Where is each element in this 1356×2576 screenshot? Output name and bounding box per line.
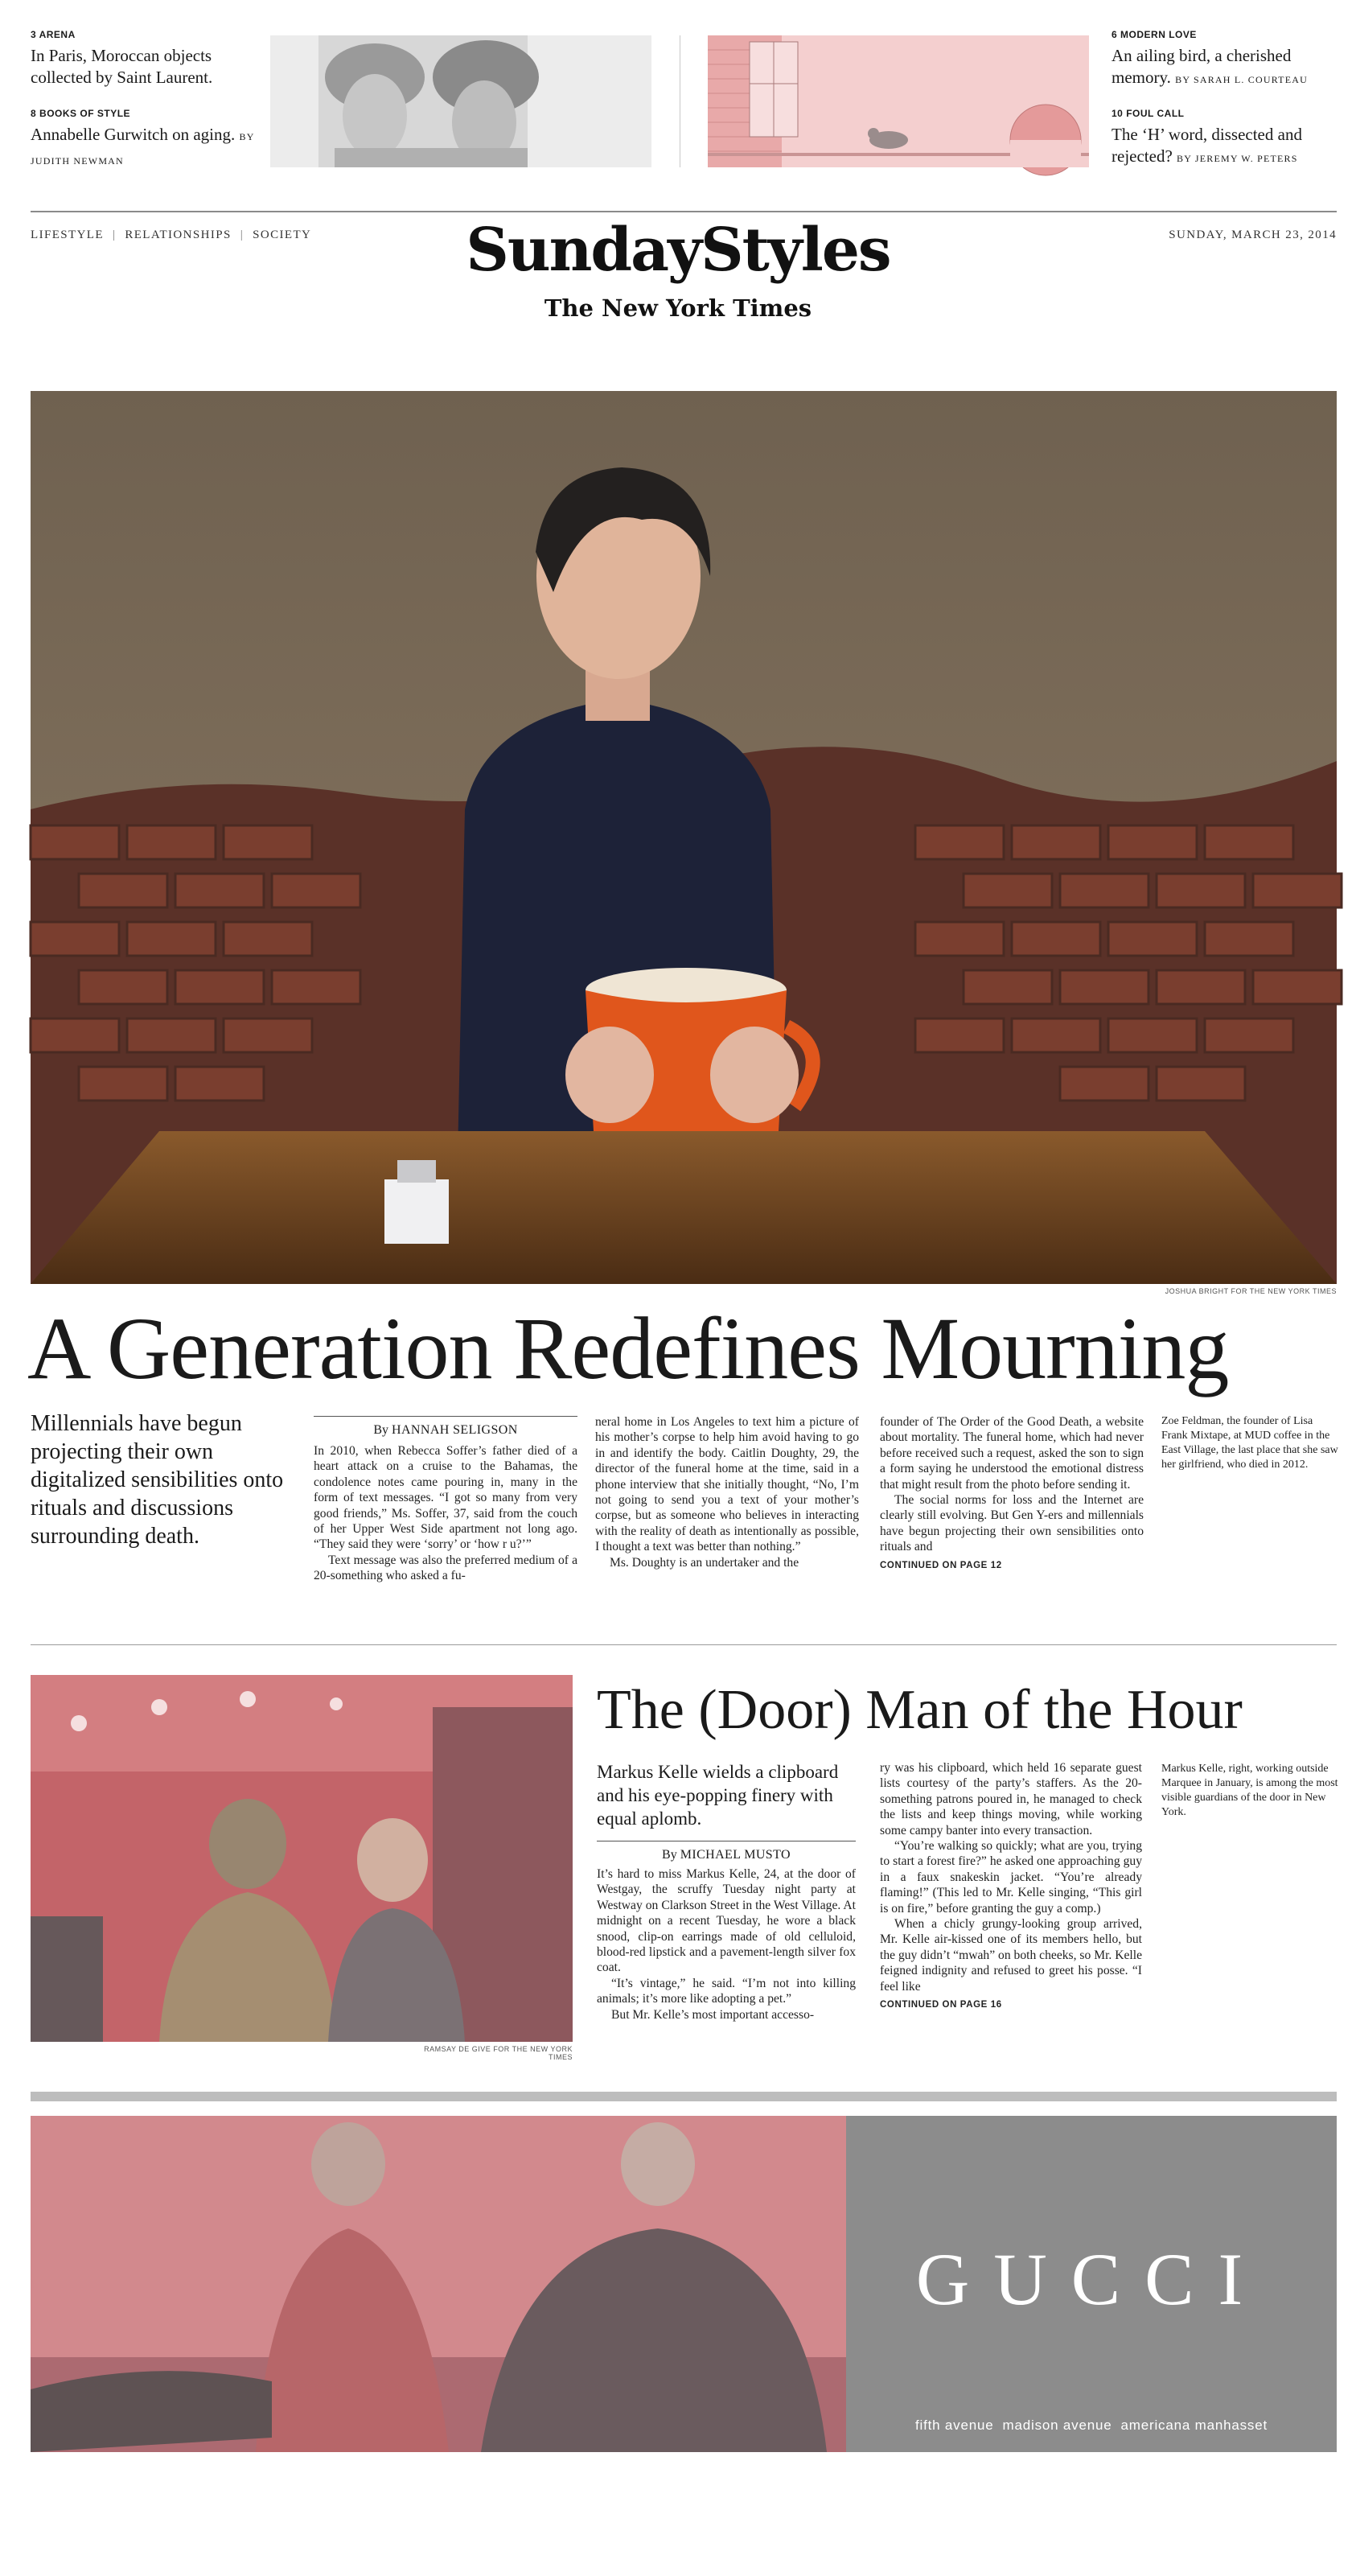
issue-date: SUNDAY, MARCH 23, 2014	[1169, 228, 1337, 241]
byline-name: HANNAH SELIGSON	[392, 1423, 518, 1437]
lead-column-1	[314, 1443, 577, 1584]
second-paragraph: “It’s vintage,” he said. “I’m not into killing animals; it’s more like adopting a pet.”	[597, 1976, 856, 2006]
lead-headline[interactable]: A Generation Redefines Mourning	[27, 1299, 1229, 1397]
ad-brand-logo: GUCCI	[915, 2238, 1268, 2320]
continued-on-link[interactable]: CONTINUED ON PAGE 16	[880, 2000, 1002, 2010]
lead-deck: Millennials have begun projecting their own digitalized sensibilities onto rituals and discussions surrounding death.	[31, 1411, 284, 1549]
second-paragraph: When a chicly grungy-looking group arrived, Mr. Kelle air-kissed one of its members hello, but the guy didn’t “mwah” on both cheeks, so Mr. Kelle feigned indignity and refused to greet his posse. “I feel like	[880, 1917, 1142, 1994]
lead-paragraph: founder of The Order of the Good Death, a website about mortality. The funeral home, which had never before received such a request, asked the son to sign a form saying he understood the emotional distress that might result from the photo before sending it.	[880, 1415, 1144, 1492]
teaser-number: 3	[31, 29, 37, 40]
continued-on-link[interactable]: CONTINUED ON PAGE 12	[880, 1560, 1002, 1570]
teaser-number: 10	[1112, 108, 1124, 119]
teaser-arena[interactable]	[31, 29, 272, 88]
teaser-byline-name: JEREMY W. PETERS	[1194, 153, 1298, 164]
teaser-books-of-style[interactable]	[31, 108, 272, 172]
teaser-byline-name: SARAH L. COURTEAU	[1193, 74, 1308, 85]
lead-paragraph: neral home in Los Angeles to text him a picture of his mother’s corpse to help him avoid having to go in and identify the body. Caitlin Doughty, 29, the director of the funeral home at the time, said in a phone interview that she initially thought, “No, I’m not going to send you a text of your mother’s corpse, but as someone who believes in interacting with the reality of death as intentionally as possible, I thought a text was better than nothing.”	[595, 1415, 859, 1554]
teaser-number: 6	[1112, 29, 1118, 40]
byline-name: MICHAEL MUSTO	[680, 1848, 791, 1862]
byline-prefix: By	[662, 1848, 677, 1862]
lead-paragraph: Ms. Doughty is an undertaker and the	[610, 1555, 799, 1570]
teaser-byline-prefix: BY	[1175, 74, 1190, 85]
second-byline	[597, 1841, 856, 1862]
second-column-2	[880, 1760, 1142, 2014]
ad-top-rule	[31, 2092, 1337, 2101]
bird-illustration	[708, 35, 1089, 167]
lead-paragraph: The social norms for loss and the Internet are clearly still evolving. But Gen Y-ers and millennials have begun projecting their own sensibilities onto rituals and	[880, 1493, 1144, 1554]
teaser-headline: An ailing bird, a cherished memory.	[1112, 46, 1292, 87]
teaser-photo-arena[interactable]	[270, 35, 651, 167]
section-nav: LIFESTYLE | RELATIONSHIPS | SOCIETY	[31, 228, 312, 241]
ad-store-locations	[846, 2381, 1337, 2576]
lead-byline	[314, 1416, 577, 1438]
lead-photo[interactable]	[31, 391, 1337, 1284]
second-deck: Markus Kelle wields a clipboard and his eye-popping finery with equal aplomb.	[597, 1762, 839, 1829]
nav-link-relationships[interactable]: RELATIONSHIPS	[125, 228, 232, 241]
teaser-byline-prefix: BY	[1177, 153, 1192, 164]
second-headline[interactable]: The (Door) Man of the Hour	[597, 1679, 1243, 1741]
woman-with-mug-photo	[31, 391, 1337, 1284]
second-paragraph: “You’re walking so quickly; what are you, trying to start a forest fire?” he asked one approaching guy in a faux snakeskin jacket. “You’re already flaming!” (This led to Mr. Kelle singing, “This girl is on fire,” before granting the guy a comp.)	[880, 1839, 1142, 1916]
nav-link-lifestyle[interactable]: LIFESTYLE	[31, 228, 104, 241]
ad-locations-line-1: fifth avenue madison avenue americana manhasset	[915, 2418, 1268, 2433]
teaser-section: ARENA	[39, 29, 76, 40]
lead-column-2	[595, 1414, 859, 1570]
teaser-foul-call[interactable]	[1112, 108, 1345, 170]
teaser-byline-name: JUDITH NEWMAN	[31, 155, 124, 167]
gucci-ad[interactable]	[31, 2116, 1337, 2539]
second-photo-credit: RAMSAY DE GIVE FOR THE NEW YORK TIMES	[424, 2045, 573, 2061]
teaser-modern-love[interactable]	[1112, 29, 1345, 91]
second-paragraph: ry was his clipboard, which held 16 separate guest lists courtesy of the party’s staffers. As the 20-something patrons poured in, he managed to check the lists and keep things moving, while working some campy banter into every transaction.	[880, 1761, 1142, 1837]
teaser-headline: The ‘H’ word, dissected and rejected?	[1112, 125, 1302, 166]
byline-prefix: By	[373, 1423, 388, 1437]
ad-locations-line-2: garden state plaza the mall at short hills the westchester	[898, 2471, 1285, 2486]
teaser-headline: In Paris, Moroccan objects collected by Saint Laurent.	[31, 46, 213, 87]
teaser-section: BOOKS OF STYLE	[39, 108, 131, 119]
teaser-headline: Annabelle Gurwitch on aging.	[31, 125, 236, 144]
doorman-photo	[31, 1675, 573, 2042]
lead-column-3	[880, 1414, 1144, 1574]
second-paragraph: But Mr. Kelle’s most important accesso-	[611, 2007, 815, 2022]
section-title: SundayStyles	[466, 216, 890, 285]
lead-photo-caption: Zoe Feldman, the founder of Lisa Frank Mixtape, at MUD coffee in the East Village, the last place that she saw her girlfriend, who died in 2012.	[1161, 1415, 1338, 1471]
lead-photo-credit: JOSHUA BRIGHT FOR THE NEW YORK TIMES	[1165, 1287, 1337, 1295]
ad-website-link[interactable]: shop gucci.com	[1039, 2524, 1144, 2539]
section-divider	[31, 1644, 1337, 1645]
lead-paragraph: Text message was also the preferred medium of a 20-something who asked a fu-	[314, 1553, 577, 1583]
second-photo[interactable]	[31, 1675, 573, 2042]
ad-models-photo	[31, 2116, 846, 2452]
arena-photo-illustration	[270, 35, 651, 167]
nav-link-society[interactable]: SOCIETY	[253, 228, 312, 241]
lead-paragraph: In 2010, when Rebecca Soffer’s father died of a heart attack on a cruise to the Bahamas, the condolence notes came pouring in, many in the form of text messages. “I got so many from very good friends,” Ms. Soffer, 37, said from the couch of her Upper West Side apartment not long ago. “They said they were ‘sorry’ or ‘how r u?’”	[314, 1444, 577, 1552]
newspaper-nameplate: The New York Times	[544, 294, 812, 322]
teaser-photo-modern-love[interactable]	[708, 35, 1089, 167]
second-photo-caption: Markus Kelle, right, working outside Marquee in January, is among the most visible guardians of the door in New York.	[1161, 1763, 1338, 1818]
teaser-section: FOUL CALL	[1126, 108, 1185, 119]
teaser-section: MODERN LOVE	[1120, 29, 1197, 40]
teaser-number: 8	[31, 108, 37, 119]
second-column-1	[597, 1866, 856, 2023]
masthead-top-rule	[31, 211, 1337, 212]
teaser-byline-prefix: BY	[239, 131, 255, 142]
second-paragraph: It’s hard to miss Markus Kelle, 24, at the door of Westgay, the scruffy Tuesday night party at Westway on Clarkson Street in the West Village. At midnight on a recent Tuesday, he wore a black snood, clip-on earrings made of old celluloid, blood-red lipstick and a pavement-length silver fox coat.	[597, 1867, 856, 1975]
